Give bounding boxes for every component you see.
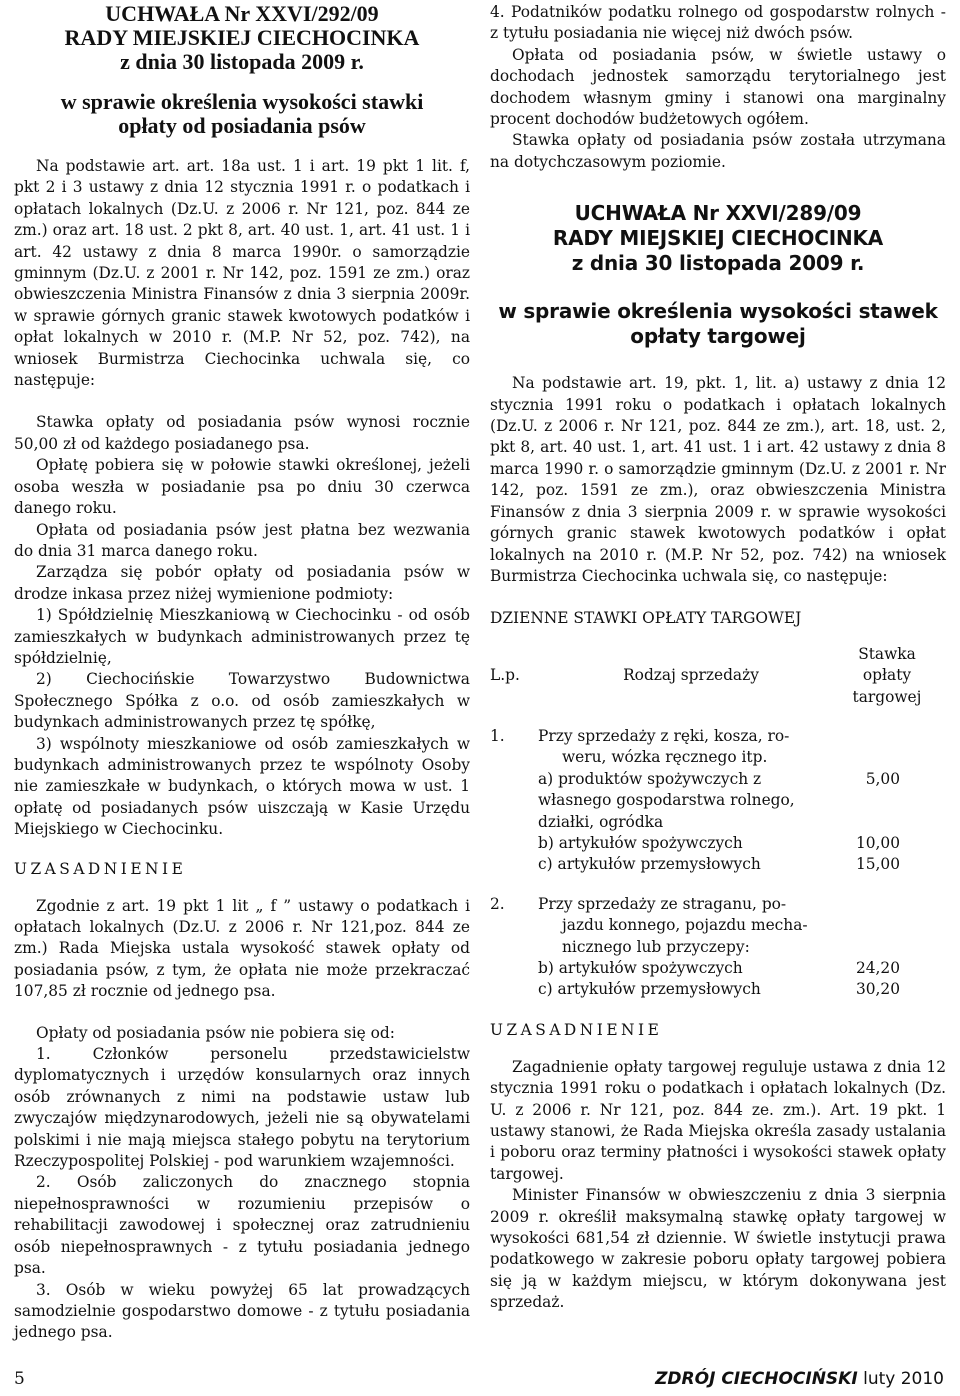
row-kind-line: nicznego lub przyczepy: [562, 937, 750, 956]
justification-heading: UZASADNIENIE [490, 1020, 663, 1039]
rate-value [844, 937, 930, 958]
row-kind [538, 876, 844, 1001]
row-kind-line: weru, wózka ręcznego itp. [562, 748, 768, 767]
paragraph: Opłata od posiadania psów jest płatna bez wezwania do dnia 31 marca danego roku. [14, 520, 470, 560]
footer-magazine [655, 1369, 944, 1389]
row-kind-line: Przy sprzedaży ze straganu, po- [538, 894, 787, 913]
row-rates [844, 708, 930, 876]
preamble: Na podstawie art. 19, pkt. 1, lit. a) ustawy z dnia 12 stycznia 1991 roku o podatkach i opłatach lokalnych (Dz.U. z 2006 r. Nr 121, poz. 844 ze zm.), art. 18, ust. 2, pkt 8, art. 40 ust. 1, art. 41 ust. 1 i art. 42 ustawy z dnia 8 marca 1990 r. o samorządzie gminnym (Dz.U. z 2001 r. Nr 142, poz. 1591 ze zm.), oraz obwieszczenia Ministra Finansów z dnia 3 sierpnia 2009 r. w sprawie wysokości górnych granic stawek kwotowych podatków i opłat lokalnych na 2010 r. (M.P. Nr 52, poz. 742) na wniosek Burmistrza Ciechocinka uchwala się, co następuje: [490, 374, 946, 585]
paragraph: Stawka opłaty od posiadania psów wynosi rocznie 50,00 zł od każdego posiadanego psa. [14, 413, 470, 453]
resolution-289-subject [490, 299, 946, 349]
subject-line: w sprawie określenia wysokości stawki [60, 89, 424, 114]
header-rate [844, 644, 930, 708]
paragraph: 2) Ciechocińskie Towarzystwo Budownictwa Społecznego Spółka z o.o. od osób zamieszkałych w budynkach administrowanych przez tę spółkę, [14, 670, 470, 732]
resolution-body [14, 412, 470, 840]
rate-value: 15,00 [855, 855, 900, 874]
title-line: RADY MIEJSKIEJ CIECHOCINKA [64, 25, 420, 50]
paragraph: Opłaty od posiadania psów nie pobiera się od: [36, 1023, 395, 1042]
paragraph: 1. Członków personelu przedstawicielstw dyplomatycznych i urzędów konsularnych oraz innych osób zrównanych z nimi na podstawie ustaw lub zwyczajów międzynarodowych, jeżeli nie są obywatelami polskimi i nie mają miejsca stałego pobytu na terytorium Rzeczypospolitej Polskiej - pod warunkiem wzajemności. [14, 1045, 470, 1171]
title-line: z dnia 30 listopada 2009 r. [120, 49, 364, 74]
rate-value [844, 812, 930, 833]
title-line: z dnia 30 listopada 2009 r. [571, 251, 865, 276]
title-line: UCHWAŁA Nr XXVI/289/09 [574, 201, 862, 226]
rate-value: 5,00 [865, 769, 900, 788]
rate-value: 30,20 [855, 980, 900, 999]
row-kind-line: jazdu konnego, pojazdu mecha- [562, 916, 808, 935]
row-kind-line: b) artykułów spożywczych [538, 833, 743, 852]
paragraph: Opłatę pobiera się w połowie stawki określonej, jeżeli osoba weszła w posiadanie psa po dniu 30 czerwca danego roku. [14, 456, 470, 518]
paragraph: Minister Finansów w obwieszczeniu z dnia 3 sierpnia 2009 r. określił maksymalną stawkę opłaty targowej w wysokości 681,54 zł dziennie. W świetle instytucji prawa podatkowego w zakresie poboru opłaty targowej pobiera się ją w każdym miejscu, w którym dokonywana jest sprzedaż. [490, 1186, 946, 1312]
row-kind-line: Przy sprzedaży z ręki, kosza, ro- [538, 726, 790, 745]
paragraph: 4. Podatników podatku rolnego od gospodarstw rolnych - z tytułu posiadania nie więcej niż dwóch psów. [490, 3, 946, 43]
table-header-row [490, 644, 930, 708]
justification-heading: UZASADNIENIE [14, 859, 187, 878]
fee-table [490, 644, 930, 1001]
title-line: UCHWAŁA Nr XXVI/292/09 [105, 1, 379, 26]
paragraph: 3) wspólnoty mieszkaniowe od osób zamieszkałych w budynkach administrowanych przez te wspólnoty Osoby nie zamieszkałe w budynkach, o których mowa w ust. 1 opłatę od posiadanych psów uiszczają w Kasie Urzędu Miejskiego w Ciechocinku. [14, 734, 470, 839]
row-kind-line: a) produktów spożywczych z [538, 769, 762, 788]
resolution-292-title [14, 0, 470, 74]
rate-value [844, 915, 930, 936]
table-heading: DZIENNE STAWKI OPŁATY TARGOWEJ [490, 609, 802, 628]
title-line: RADY MIEJSKIEJ CIECHOCINKA [552, 226, 884, 251]
table-body [490, 708, 930, 1001]
rate-value [844, 747, 930, 768]
resolution-289-title [490, 201, 946, 276]
paragraph: Stawka opłaty od posiadania psów została utrzymana na dotychczasowym poziomie. [490, 131, 946, 171]
header-rate-line: Stawka [858, 644, 916, 663]
rate-value: 24,20 [855, 958, 900, 977]
row-kind [538, 708, 844, 876]
rate-value: 10,00 [855, 833, 900, 852]
subject-line: opłaty od posiadania psów [118, 113, 366, 138]
row-kind-line: własnego gospodarstwa rolnego, [538, 791, 795, 810]
row-kind-line: c) artykułów przemysłowych [538, 855, 761, 874]
subject-line: opłaty targowej [630, 324, 806, 349]
rate-value [844, 790, 930, 811]
subject-line: w sprawie określenia wysokości stawek [498, 299, 938, 324]
left-column [14, 0, 470, 1344]
paragraph: 1) Spółdzielnię Mieszkaniową w Ciechocinku - od osób zamieszkałych w budynkach administrowanych przez tę spółdzielnię, [14, 606, 470, 667]
paragraph: Zagadnienie opłaty targowej reguluje ustawa z dnia 12 stycznia 1991 roku o podatkach i opłatach lokalnych (Dz. U. z 2006 r. Nr 121, poz. 844 ze. zm.). Art. 19 pkt. 1 ustawy stanowi, że Rada Miejska określa zasady ustalania i poboru oraz terminy płatności i wysokości stawek opłaty targowej. [490, 1057, 946, 1183]
rate-value [844, 894, 930, 915]
header-lp: L.p. [490, 666, 520, 685]
exemptions [14, 1023, 470, 1344]
row-rates [844, 876, 930, 1001]
row-number: 2. [490, 894, 505, 913]
paragraph: Zarządza się pobór opłaty od posiadania psów w drodze inkasa przez niżej wymienione podmioty: [14, 563, 470, 603]
magazine-title: ZDRÓJ CIECHOCIŃSKI [655, 1369, 858, 1389]
continuation [490, 0, 946, 173]
right-column [490, 0, 946, 1314]
header-kind: Rodzaj sprzedaży [623, 666, 759, 685]
row-kind-line: c) artykułów przemysłowych [538, 980, 761, 999]
paragraph: Opłata od posiadania psów, w świetle ustawy o dochodach jednostek samorządu terytorialnego jest dochodem własnym gminy i stanowi ona marginalny procent dochodów budżetowych ogółem. [490, 45, 946, 129]
rate-value [844, 726, 930, 747]
table-row [490, 708, 930, 876]
page-number: 5 [14, 1369, 25, 1389]
justification [490, 1057, 946, 1314]
row-kind-line: b) artykułów spożywczych [538, 959, 743, 977]
paragraph: 3. Osób w wieku powyżej 65 lat prowadzących samodzielnie gospodarstwo domowe - z tytułu posiadania jednego psa. [14, 1280, 470, 1342]
preamble: Na podstawie art. art. 18a ust. 1 i art. 19 pkt 1 lit. f, pkt 2 i 3 ustawy z dnia 12 stycznia 1991 r. o podatkach i opłatach lokalnych (Dz.U. z 2006 r. Nr 121, poz. 844 ze zm.) oraz art. 18 ust. 2 pkt 8, art. 40 ust. 1, art. 41 ust. 1 i art. 42 ustawy z dnia 8 marca 1990r. o samorządzie gminnym (Dz.U. z 2001 r. Nr 142, poz. 1591 ze zm.) oraz obwieszczenia Ministra Finansów z dnia 3 sierpnia 2009r. w sprawie górnych granic stawek kwotowych podatków i opłat lokalnych w 2010 r. (M.P. Nr 52, poz. 742), na wniosek Burmistrza Ciechocinka uchwala się, co następuje: [14, 157, 470, 390]
header-rate-line: targowej [852, 687, 922, 706]
table-row [490, 876, 930, 1001]
issue-date: luty 2010 [863, 1369, 944, 1389]
row-kind-line: działki, ogródka [538, 812, 664, 831]
row-number: 1. [490, 726, 505, 745]
paragraph: 2. Osób zaliczonych do znacznego stopnia niepełnosprawności w rozumieniu przepisów o rehabilitacji zawodowej i społecznej oraz zatrudnieniu osób niepełnosprawnych - z tytułu posiadania jednego psa. [14, 1173, 470, 1278]
resolution-292-subject [14, 90, 470, 138]
header-rate-line: opłaty [862, 666, 912, 685]
justification: Zgodnie z art. 19 pkt 1 lit „ f ” ustawy o podatkach i opłatach lokalnych (Dz.U. z 2006 r. Nr 121,poz. 844 ze zm.) Rada Miejska ustala wysokość stawek opłaty od posiadania psów, z tym, że opłata nie może przekraczać 107,85 zł rocznie od jednego psa. [14, 896, 470, 1001]
